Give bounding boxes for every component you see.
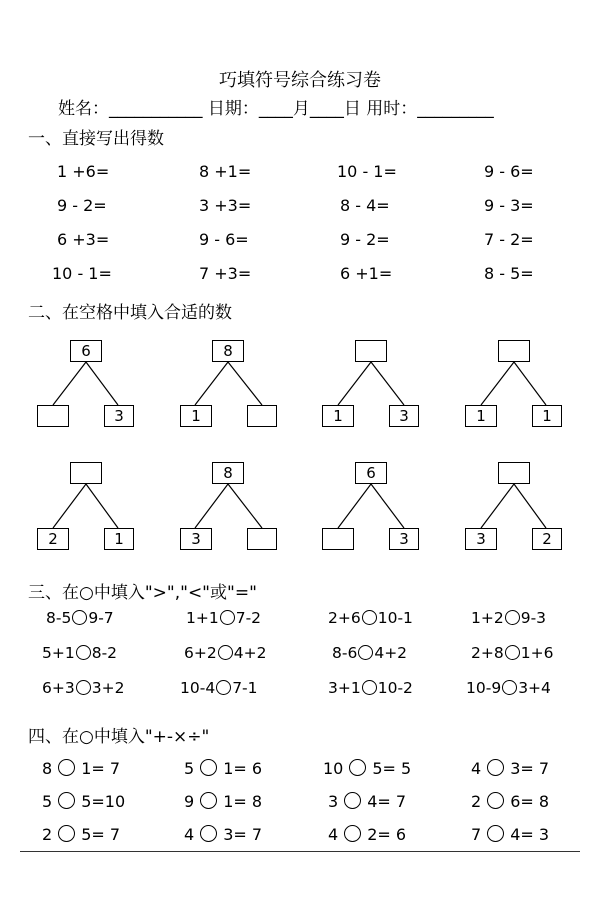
operator-circle[interactable] (349, 759, 366, 776)
operator-circle[interactable] (487, 792, 504, 809)
answer-circle[interactable] (216, 680, 231, 695)
bottom-divider (20, 851, 580, 852)
operator-item: 4 3= 7 (184, 825, 263, 844)
equation: 9 - 6= (199, 230, 249, 249)
equation: 1 +6= (57, 162, 110, 181)
bond-right-box[interactable]: 1 (532, 405, 562, 427)
operator-circle[interactable] (200, 792, 217, 809)
operator-item: 4 2= 6 (328, 825, 407, 844)
answer-circle[interactable] (362, 680, 377, 695)
operator-item: 5 1= 6 (184, 759, 263, 778)
comparison-item: 8-6 4+2 (332, 644, 408, 662)
comparison-item: 6+2 4+2 (184, 644, 267, 662)
bond-right-box[interactable]: 3 (104, 405, 134, 427)
answer-circle[interactable] (362, 610, 377, 625)
bond-left-box[interactable] (322, 528, 354, 550)
operator-circle[interactable] (200, 825, 217, 842)
bond-top-box[interactable]: 6 (355, 462, 387, 484)
bond-right-box[interactable] (247, 405, 277, 427)
operator-item: 8 1= 7 (42, 759, 121, 778)
bond-top-box[interactable]: 8 (212, 340, 244, 362)
section-1-title: 一、直接写出得数 (28, 129, 164, 149)
equation: 6 +3= (57, 230, 110, 249)
equation: 10 - 1= (52, 264, 112, 283)
answer-circle[interactable] (502, 680, 517, 695)
comparison-item: 6+3 3+2 (42, 679, 125, 697)
answer-circle[interactable] (358, 645, 373, 660)
bond-top-box[interactable] (355, 340, 387, 362)
equation: 6 +1= (340, 264, 393, 283)
comparison-item: 2+6 10-1 (328, 609, 413, 627)
operator-circle[interactable] (344, 792, 361, 809)
comparison-item: 10-9 3+4 (466, 679, 551, 697)
bond-left-box[interactable]: 3 (465, 528, 497, 550)
equation: 8 - 5= (484, 264, 534, 283)
answer-circle[interactable] (72, 610, 87, 625)
operator-circle[interactable] (200, 759, 217, 776)
section-2-title: 二、在空格中填入合适的数 (28, 303, 232, 323)
section-3-title: 三、在○中填入">","<"或"=" (28, 583, 257, 603)
operator-circle[interactable] (487, 825, 504, 842)
equation: 3 +3= (199, 196, 252, 215)
bond-left-box[interactable]: 1 (180, 405, 212, 427)
equation: 9 - 2= (340, 230, 390, 249)
bond-left-box[interactable]: 1 (465, 405, 497, 427)
bond-right-box[interactable]: 1 (104, 528, 134, 550)
equation: 7 - 2= (484, 230, 534, 249)
comparison-item: 8-5 9-7 (46, 609, 114, 627)
equation: 7 +3= (199, 264, 252, 283)
bond-left-box[interactable]: 1 (322, 405, 354, 427)
bond-left-box[interactable] (37, 405, 69, 427)
bond-left-box[interactable]: 2 (37, 528, 69, 550)
equation: 10 - 1= (337, 162, 397, 181)
bond-top-box[interactable] (70, 462, 102, 484)
comparison-item: 5+1 8-2 (42, 644, 118, 662)
bond-right-box[interactable]: 3 (389, 528, 419, 550)
operator-item: 4 3= 7 (471, 759, 550, 778)
equation: 9 - 6= (484, 162, 534, 181)
bond-top-box[interactable]: 8 (212, 462, 244, 484)
comparison-item: 10-4 7-1 (180, 679, 258, 697)
equation: 9 - 3= (484, 196, 534, 215)
equation: 8 - 4= (340, 196, 390, 215)
comparison-item: 1+2 9-3 (471, 609, 547, 627)
comparison-item: 2+8 1+6 (471, 644, 554, 662)
student-info-line: 姓名：___________ 日期：____月____日 用时：_________ (58, 99, 494, 119)
operator-item: 5 5=10 (42, 792, 126, 811)
operator-item: 2 6= 8 (471, 792, 550, 811)
comparison-item: 1+1 7-2 (186, 609, 262, 627)
operator-item: 3 4= 7 (328, 792, 407, 811)
bond-right-box[interactable]: 2 (532, 528, 562, 550)
operator-circle[interactable] (487, 759, 504, 776)
answer-circle[interactable] (76, 680, 91, 695)
operator-circle[interactable] (58, 759, 75, 776)
bond-top-box[interactable] (498, 340, 530, 362)
operator-item: 9 1= 8 (184, 792, 263, 811)
equation: 9 - 2= (57, 196, 107, 215)
answer-circle[interactable] (76, 645, 91, 660)
answer-circle[interactable] (218, 645, 233, 660)
comparison-item: 3+1 10-2 (328, 679, 413, 697)
operator-item: 2 5= 7 (42, 825, 121, 844)
operator-circle[interactable] (344, 825, 361, 842)
bond-right-box[interactable] (247, 528, 277, 550)
answer-circle[interactable] (505, 645, 520, 660)
answer-circle[interactable] (220, 610, 235, 625)
operator-circle[interactable] (58, 792, 75, 809)
operator-item: 7 4= 3 (471, 825, 550, 844)
equation: 8 +1= (199, 162, 252, 181)
bond-top-box[interactable] (498, 462, 530, 484)
page-title: 巧填符号综合练习卷 (219, 70, 381, 91)
bond-left-box[interactable]: 3 (180, 528, 212, 550)
bond-top-box[interactable]: 6 (70, 340, 102, 362)
section-4-title: 四、在○中填入"+-×÷" (28, 727, 210, 747)
answer-circle[interactable] (505, 610, 520, 625)
bond-right-box[interactable]: 3 (389, 405, 419, 427)
operator-item: 10 5= 5 (323, 759, 412, 778)
operator-circle[interactable] (58, 825, 75, 842)
